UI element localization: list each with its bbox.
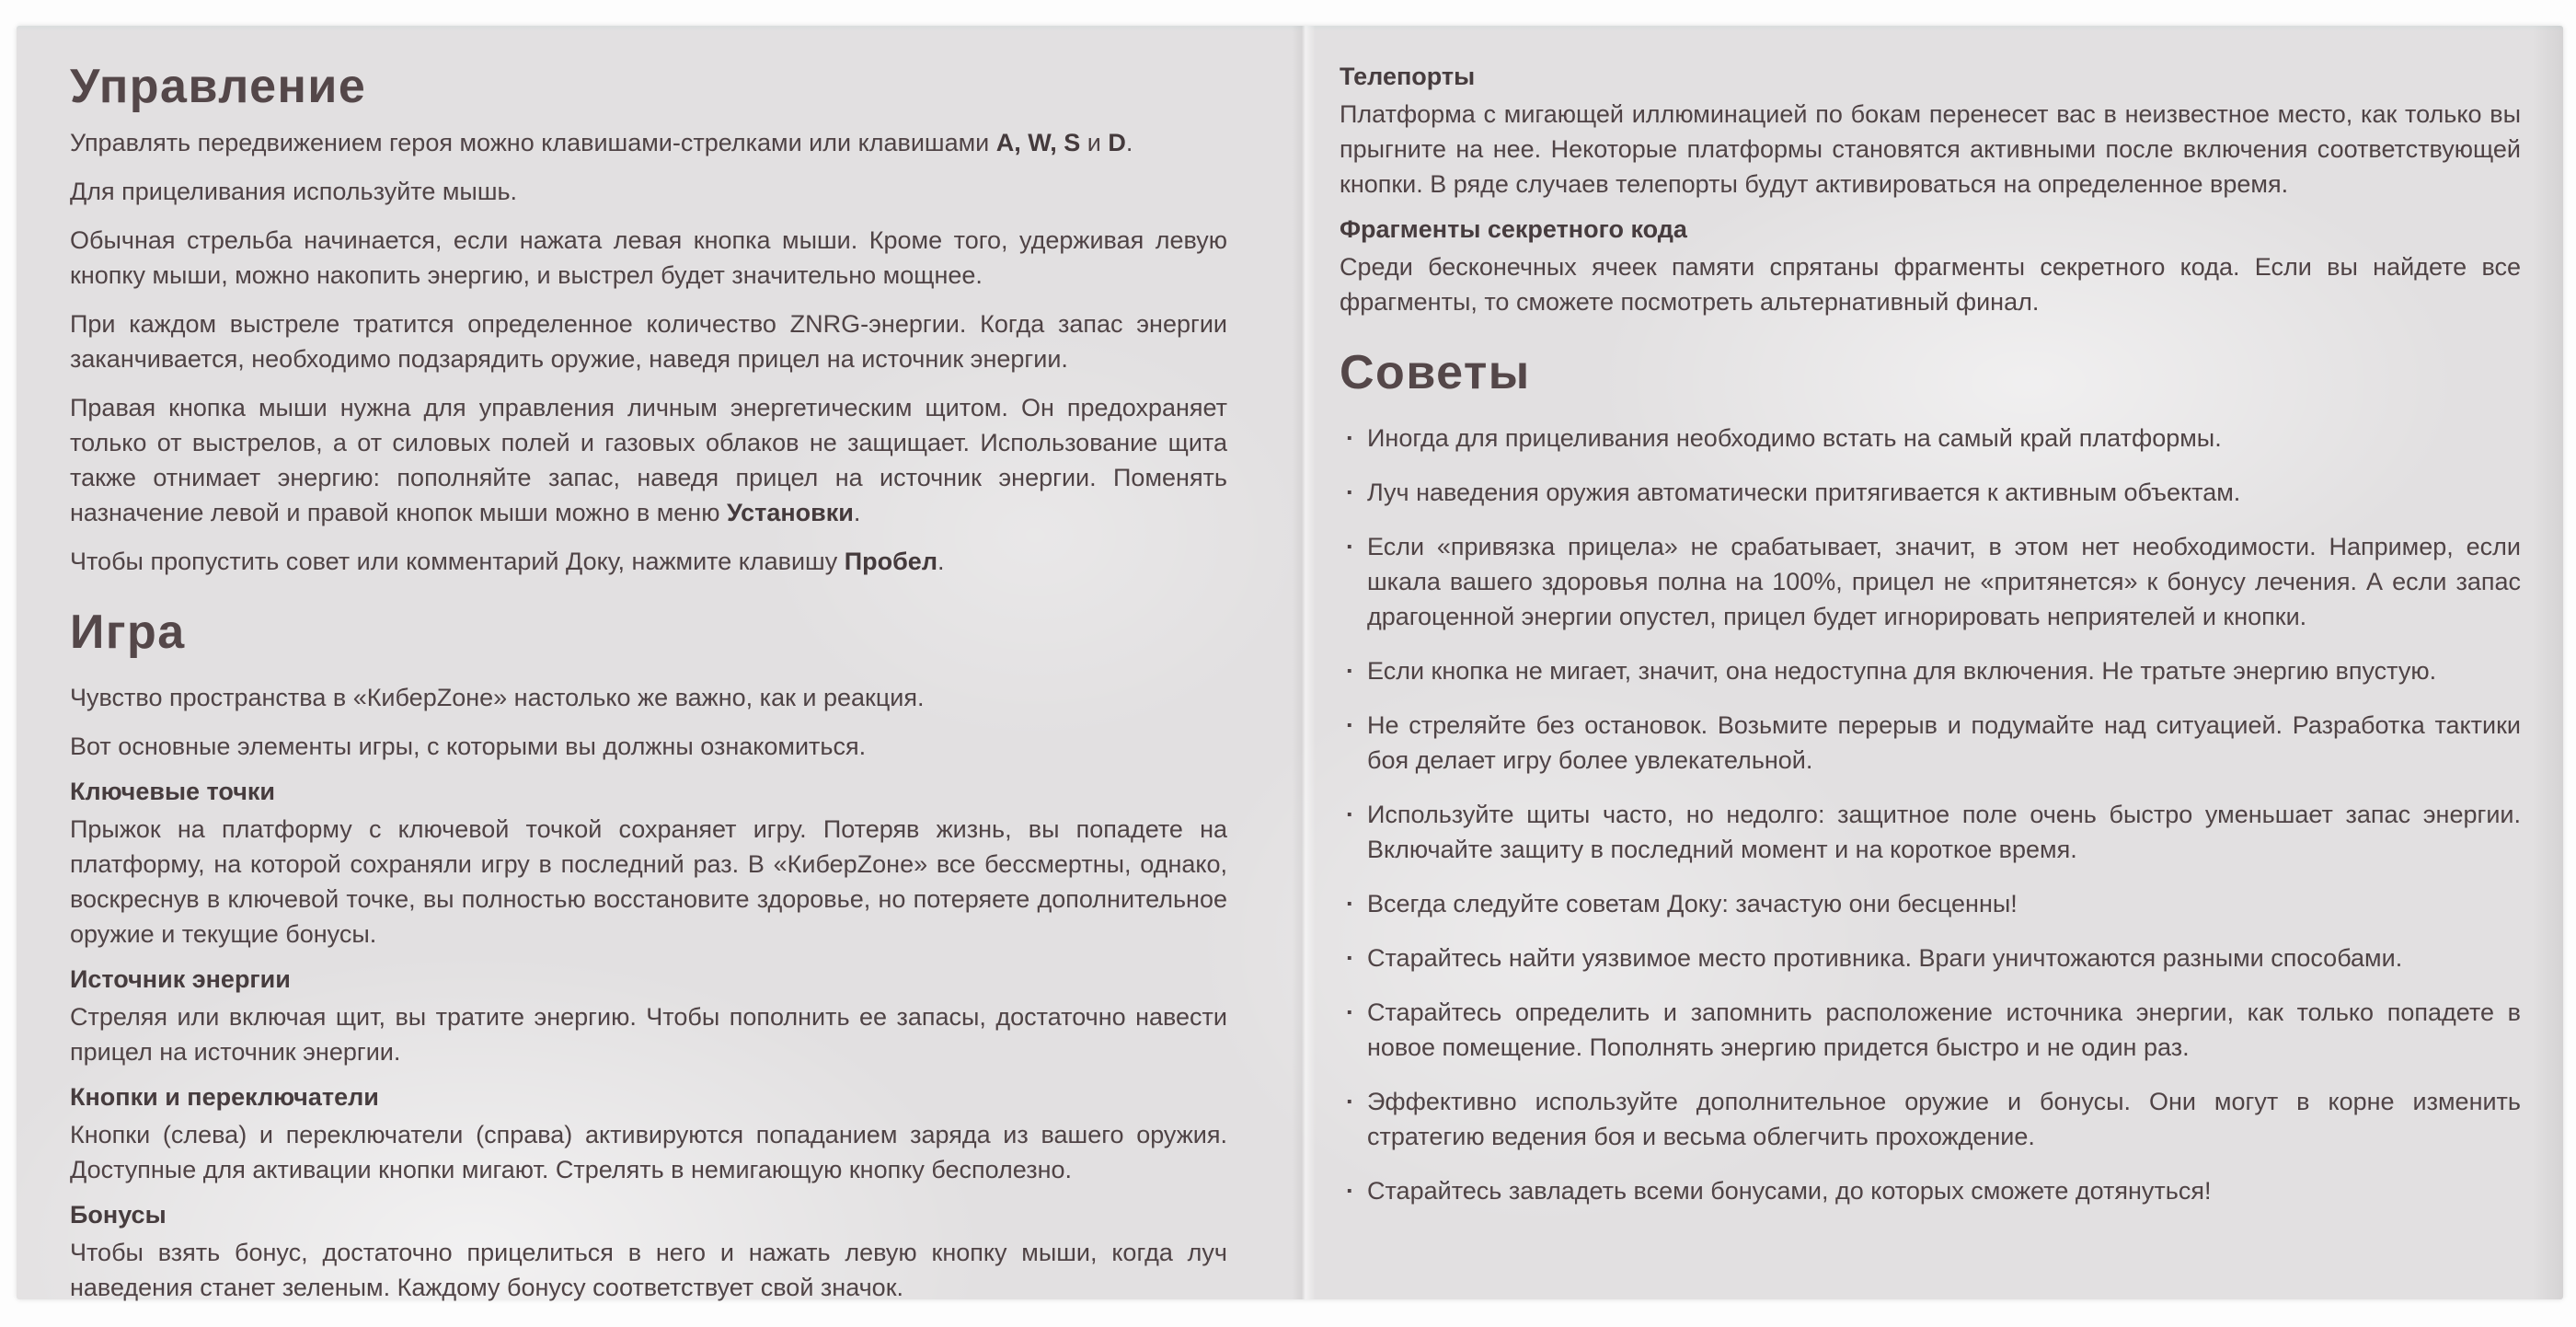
tip-item: · Старайтесь определить и запомнить расположение источника энергии, как только попадете в новое помещение. Пополнять энергию придется быстро и не один раз.	[1340, 995, 2521, 1065]
tip-item: · Если кнопка не мигает, значит, она недоступна для включения. Не тратьте энергию впустую.	[1340, 653, 2521, 688]
subheading: Бонусы	[70, 1201, 167, 1229]
tip-item: · Используйте щиты часто, но недолго: защитное поле очень быстро уменьшает запас энергии. Включайте защиту в последний момент и на короткое время.	[1340, 797, 2521, 867]
body-paragraph: При каждом выстреле тратится определенное количество ZNRG-энергии. Когда запас энергии заканчивается, необходимо подзарядить оружие, наведя прицел на источник энергии.	[70, 310, 1227, 373]
tip-item: · Эффективно используйте дополнительное оружие и бонусы. Они могут в корне изменить стратегию ведения боя и весьма облегчить прохождение.	[1340, 1084, 2521, 1154]
subheading: Ключевые точки	[70, 778, 276, 805]
booklet-left-page	[70, 61, 1227, 1319]
subheading: Фрагменты секретного кода	[1340, 215, 1687, 243]
tip-item: · Луч наведения оружия автоматически притягивается к активным объектам.	[1340, 475, 2521, 510]
booklet-right-page	[1340, 61, 2521, 1228]
subheading: Телепорты	[1340, 63, 1476, 90]
tip-item: · Старайтесь завладеть всеми бонусами, до которых сможете дотянуться!	[1340, 1173, 2521, 1208]
section-title: Управление	[70, 60, 367, 113]
body-paragraph: Для прицеливания используйте мышь.	[70, 178, 518, 205]
section-title: Советы	[1340, 346, 1531, 399]
tips-list	[1340, 421, 2521, 1208]
tip-item: · Иногда для прицеливания необходимо встать на самый край платформы.	[1340, 421, 2521, 456]
page-edge-shadow	[2532, 26, 2563, 1299]
subheading: Кнопки и переключатели	[70, 1083, 379, 1111]
body-paragraph: Прыжок на платформу с ключевой точкой сохраняет игру. Потеряв жизнь, вы попадете на платформу, на которой сохраняли игру в последний раз. В «КиберZоне» все бессмертны, однако, воскреснув в ключевой точке, вы полностью восстановите здоровье, но потеряете дополнительное оружие и текущие бонусы.	[70, 815, 1227, 948]
body-paragraph: Чтобы пропустить совет или комментарий Доку, нажмите клавишу Пробел.	[70, 548, 945, 575]
tip-item: · Старайтесь найти уязвимое место противника. Враги уничтожаются разными способами.	[1340, 940, 2521, 975]
body-paragraph: Чтобы взять бонус, достаточно прицелиться в него и нажать левую кнопку мыши, когда луч наведения станет зеленым. Каждому бонусу соответствует свой значок.	[70, 1239, 1227, 1301]
tip-item: · Всегда следуйте советам Доку: зачастую они бесценны!	[1340, 886, 2521, 921]
body-paragraph: Правая кнопка мыши нужна для управления личным энергетическим щитом. Он предохраняет только от выстрелов, а от силовых полей и газовых облаков не защищает. Использование щита также отнимает энергию: пополняйте запас, наведя прицел на источник энергии. Поменять назначение левой и правой кнопок мыши можно в меню Установки.	[70, 394, 1227, 526]
body-paragraph: Вот основные элементы игры, с которыми вы должны ознакомиться.	[70, 733, 867, 760]
body-paragraph: Среди бесконечных ячеек памяти спрятаны фрагменты секретного кода. Если вы найдете все фрагменты, то сможете посмотреть альтернативный финал.	[1340, 253, 2521, 316]
body-paragraph: Управлять передвижением героя можно клавишами-стрелками или клавишами A, W, S и D.	[70, 129, 1133, 156]
body-paragraph: Стреляя или включая щит, вы тратите энергию. Чтобы пополнить ее запасы, достаточно навести прицел на источник энергии.	[70, 1003, 1227, 1066]
section-title: Игра	[70, 606, 186, 659]
body-paragraph: Платформа с мигающей иллюминацией по бокам перенесет вас в неизвестное место, как только вы прыгните на нее. Некоторые платформы становятся активными после включения соответствующей кнопки. В ряде случаев телепорты будут активироваться на определенное время.	[1340, 100, 2521, 198]
body-paragraph: Кнопки (слева) и переключатели (справа) активируются попаданием заряда из вашего оружия. Доступные для активации кнопки мигают. Стрелять в немигающую кнопку бесполезно.	[70, 1121, 1227, 1183]
tip-item: · Не стреляйте без остановок. Возьмите перерыв и подумайте над ситуацией. Разработка тактики боя делает игру более увлекательной.	[1340, 708, 2521, 778]
page-fold	[1292, 26, 1316, 1299]
tip-item: · Если «привязка прицела» не срабатывает, значит, в этом нет необходимости. Например, если шкала вашего здоровья полна на 100%, прицел не «притянется» к бонусу лечения. А если запас драгоценной энергии опустел, прицел будет игнорировать неприятелей и кнопки.	[1340, 529, 2521, 634]
body-paragraph: Обычная стрельба начинается, если нажата левая кнопка мыши. Кроме того, удерживая левую кнопку мыши, можно накопить энергию, и выстрел будет значительно мощнее.	[70, 226, 1227, 289]
body-paragraph: Чувство пространства в «КиберZоне» настолько же важно, как и реакция.	[70, 684, 925, 711]
subheading: Источник энергии	[70, 965, 291, 993]
scan-sheet	[17, 26, 2563, 1299]
